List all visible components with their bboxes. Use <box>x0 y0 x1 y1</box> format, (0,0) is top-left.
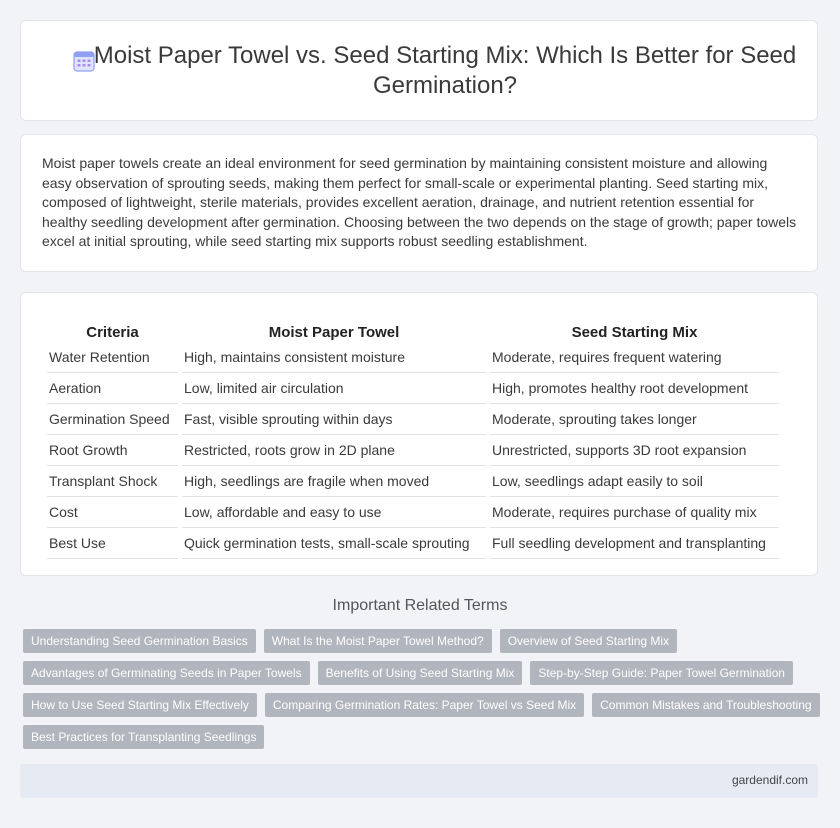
table-row <box>47 342 779 373</box>
related-term-link[interactable]: Comparing Germination Rates: Paper Towel vs Seed Mix <box>265 693 584 717</box>
related-term-link[interactable]: What Is the Moist Paper Towel Method? <box>264 629 492 653</box>
table-row <box>47 435 779 466</box>
table-cell-paper-towel: Fast, visible sprouting within days <box>182 404 486 435</box>
table-cell-paper-towel: Restricted, roots grow in 2D plane <box>182 435 486 466</box>
table-cell-paper-towel: Low, limited air circulation <box>182 373 486 404</box>
related-term-link[interactable]: Best Practices for Transplanting Seedlings <box>23 725 264 749</box>
table-cell-seed-mix: Low, seedlings adapt easily to soil <box>490 466 779 497</box>
intro-paragraph: Moist paper towels create an ideal environment for seed germination by maintaining consistent moisture and allowing easy observation of sprouting seeds, making them perfect for small-scale or experimental planting. Seed starting mix, composed of lightweight, sterile materials, provides excellent aeration, drainage, and nutrient retention essential for healthy seedling development after germination. Choosing between the two depends on the stage of growth; paper towels excel at initial sprouting, while seed starting mix supports robust seedling establishment. <box>42 155 797 249</box>
column-header-criteria: Criteria <box>86 324 139 341</box>
page-title: Moist Paper Towel vs. Seed Starting Mix: Which Is Better for Seed Germination? <box>93 42 797 99</box>
related-term-link[interactable]: Overview of Seed Starting Mix <box>500 629 677 653</box>
related-term-link[interactable]: Advantages of Germinating Seeds in Paper Towels <box>23 661 310 685</box>
column-header-paper-towel: Moist Paper Towel <box>268 324 400 341</box>
related-term-link[interactable]: Common Mistakes and Troubleshooting <box>592 693 819 717</box>
table-header-row <box>47 315 779 342</box>
related-terms-list <box>23 629 823 749</box>
table-cell-criteria: Transplant Shock <box>47 466 178 497</box>
table-cell-paper-towel: Low, affordable and easy to use <box>182 497 486 528</box>
related-term-link[interactable]: Benefits of Using Seed Starting Mix <box>318 661 523 685</box>
table-cell-paper-towel: Quick germination tests, small-scale sprouting <box>182 528 486 559</box>
table-row <box>47 466 779 497</box>
table-cell-criteria: Best Use <box>47 528 178 559</box>
table-row <box>47 528 779 559</box>
footer-site-name: gardendif.com <box>731 773 808 787</box>
table-cell-seed-mix: Full seedling development and transplanting <box>490 528 779 559</box>
table-cell-criteria: Aeration <box>47 373 178 404</box>
table-row <box>47 373 779 404</box>
table-cell-paper-towel: High, seedlings are fragile when moved <box>182 466 486 497</box>
table-cell-seed-mix: Unrestricted, supports 3D root expansion <box>490 435 779 466</box>
table-cell-seed-mix: Moderate, requires frequent watering <box>490 342 779 373</box>
table-row <box>47 497 779 528</box>
table-row <box>47 404 779 435</box>
table-cell-seed-mix: Moderate, sprouting takes longer <box>490 404 779 435</box>
table-cell-seed-mix: High, promotes healthy root development <box>490 373 779 404</box>
table-cell-criteria: Cost <box>47 497 178 528</box>
related-term-link[interactable]: Understanding Seed Germination Basics <box>23 629 256 653</box>
table-cell-seed-mix: Moderate, requires purchase of quality mix <box>490 497 779 528</box>
intro-card <box>20 134 818 272</box>
related-term-link[interactable]: How to Use Seed Starting Mix Effectively <box>23 693 257 717</box>
related-term-link[interactable]: Step-by-Step Guide: Paper Towel Germination <box>530 661 793 685</box>
footer <box>20 764 818 798</box>
title-card <box>20 20 818 121</box>
comparison-card <box>20 292 818 576</box>
related-terms-heading: Important Related Terms <box>332 597 508 614</box>
table-cell-criteria: Water Retention <box>47 342 178 373</box>
table-cell-criteria: Germination Speed <box>47 404 178 435</box>
comparison-table <box>43 315 783 559</box>
column-header-seed-mix: Seed Starting Mix <box>571 324 698 341</box>
table-cell-paper-towel: High, maintains consistent moisture <box>182 342 486 373</box>
table-cell-criteria: Root Growth <box>47 435 178 466</box>
